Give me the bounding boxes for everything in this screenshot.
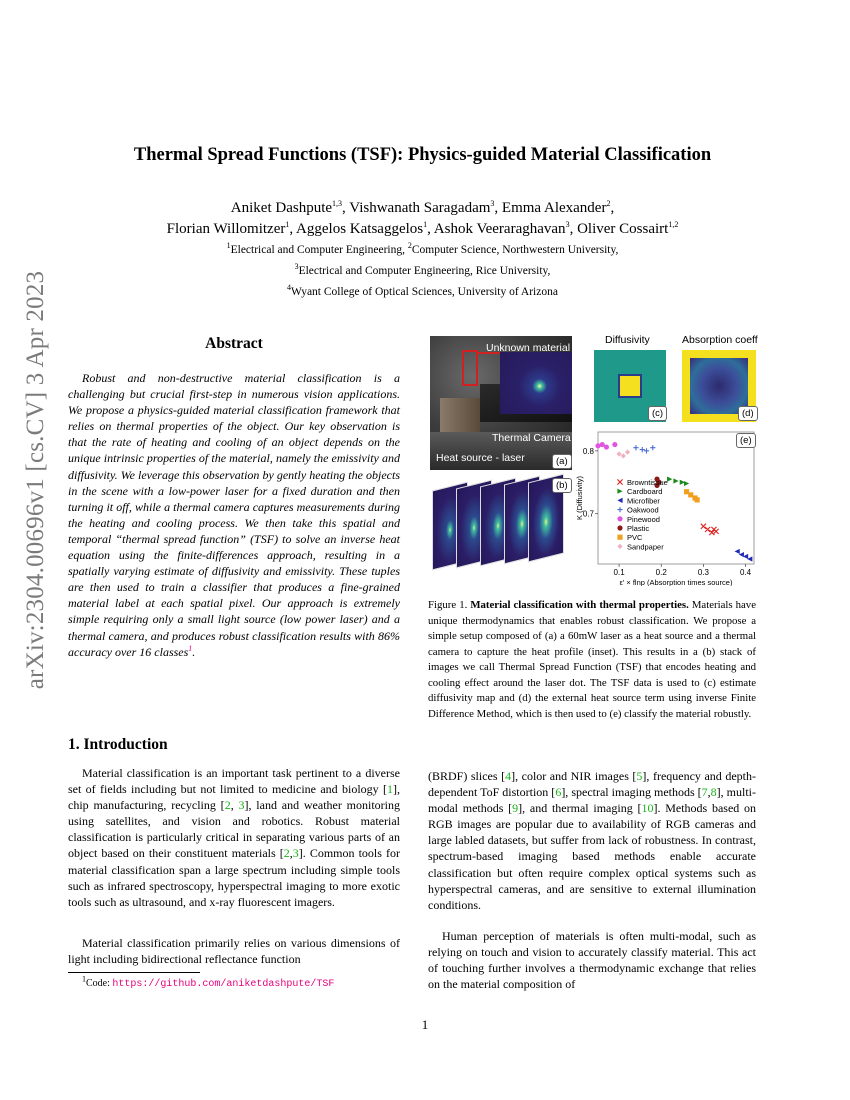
diffusivity-title: Diffusivity xyxy=(605,334,650,346)
paragraph-text: ], frequency and depth-dependent ToF distortion [ xyxy=(428,769,756,800)
panel-e-scatter-chart xyxy=(574,428,764,586)
abstract-end: . xyxy=(192,644,196,659)
intro-paragraph-1 xyxy=(68,765,400,910)
legend-label-pinewood: Pinewood xyxy=(627,514,660,524)
affiliation-line-1 xyxy=(60,240,785,261)
paragraph-text: (BRDF) slices [ xyxy=(428,769,506,783)
affiliation-text: Computer Science, Northwestern University, xyxy=(411,244,619,256)
arxiv-stamp-text: arXiv:2304.00696v1 [cs.CV] 3 Apr 2023 xyxy=(22,270,49,690)
citation-link[interactable]: 6 xyxy=(555,785,562,800)
paragraph-text: ], spectral imaging methods [ xyxy=(561,785,702,800)
abstract-text: Robust and non-destructive material classification is a challenging but crucial first-step in numerous vision applications. We propose a physics-guided material classification framework that relies on thermal properties of the object. Our key observation is that the rate of heating and cooling of an object depends on the unique intrinsic properties of the material, namely the emissivity and diffusivity. We leverage this observation by gently heating the objects in the scene with a low-power laser for a fixed duration and then turning it off, while a thermal camera captures measurements during the heating and cooling process. We then take this spatial and temporal “thermal spread function” (TSF) to solve an inverse heat equation using the finite-differences approach, resulting in a spatially varying estimate of diffusivity and emissivity. These tuples are then used to train a classifier that produces a fine-grained material label at each spatial pixel. Our approach is extremely simple requiring only a small light source (low power laser) and a thermal camera, and produces robust classification results with 86% accuracy over 16 classes xyxy=(68,371,400,659)
author-separator: , xyxy=(610,200,615,216)
x-axis-label: ε' × flnp (Absorption times source) xyxy=(619,578,733,586)
citation-link[interactable]: 1 xyxy=(387,782,393,797)
x-tick-label: 0.3 xyxy=(697,568,709,577)
author-separator: , xyxy=(289,221,297,237)
figure-1-caption xyxy=(428,598,756,722)
author-name: Oliver Cossairt xyxy=(577,221,669,237)
abstract-heading: Abstract xyxy=(205,335,263,352)
paragraph-text: ], chip manufacturing, recycling [ xyxy=(68,782,400,813)
data-point-pinewood xyxy=(612,442,617,447)
affiliation-mark: 3 xyxy=(294,262,299,272)
footnote-label: Code: xyxy=(86,978,113,989)
author-separator: , xyxy=(494,200,502,216)
footnote-rule xyxy=(68,972,200,973)
affiliation-mark: 2 xyxy=(407,241,412,251)
panel-d-absorption xyxy=(682,350,756,422)
y-tick-label: 0.7 xyxy=(582,509,594,519)
x-tick-label: 0.1 xyxy=(613,568,625,577)
author-affiliation-mark: 3 xyxy=(490,199,495,208)
footnote-link[interactable]: 1 xyxy=(188,643,193,653)
citation-link[interactable]: 2 xyxy=(283,846,290,861)
affiliation-text: Electrical and Computer Engineering, xyxy=(230,244,408,256)
y-tick-label: 0.8 xyxy=(582,446,594,456)
paper-title: Thermal Spread Functions (TSF): Physics-guided Material Classification xyxy=(133,145,712,165)
panel-a-photo xyxy=(430,336,572,470)
author-separator: , xyxy=(569,221,578,237)
author-name: Emma Alexander xyxy=(501,200,607,216)
paragraph-text: ], color and NIR images [ xyxy=(511,769,637,783)
legend-label-browntissue: Browntissue xyxy=(627,478,668,487)
legend-marker-pvc xyxy=(617,535,622,540)
citation-link[interactable]: 10 xyxy=(641,801,654,816)
affiliation-line-2 xyxy=(60,261,785,282)
paragraph-text: ], and thermal imaging [ xyxy=(518,801,642,816)
author-name: Ashok Veeraraghavan xyxy=(433,221,566,237)
affiliation-line-3 xyxy=(60,282,785,303)
author-name: Vishwanath Saragadam xyxy=(349,200,491,216)
legend-label-pvc: PVC xyxy=(627,533,643,543)
author-affiliation-mark: 1,3 xyxy=(332,199,343,208)
panel-c-tag: (c) xyxy=(648,406,667,421)
author-line-1 xyxy=(60,198,785,219)
data-point-pvc xyxy=(694,497,699,502)
author-affiliation-mark: 3 xyxy=(565,220,570,229)
right-paragraph-1 xyxy=(428,768,756,913)
affiliations xyxy=(60,240,785,303)
right-paragraph-2: Human perception of materials is often multi-modal, such as relying on touch and vision to accurately classify material. This act of touching further involves a thermodynamic exchange that relies on the material composition of xyxy=(428,929,756,992)
author-affiliation-mark: 2 xyxy=(606,199,611,208)
legend-marker-plastic xyxy=(617,525,622,530)
author-affiliation-mark: 1,2 xyxy=(668,220,679,229)
author-name: Aniket Dashpute xyxy=(230,200,333,216)
x-tick-label: 0.2 xyxy=(655,568,667,577)
paragraph-text: , xyxy=(289,846,293,861)
paragraph-text: , xyxy=(230,798,239,813)
intro-heading: 1. Introduction xyxy=(68,736,168,753)
panel-b-tag: (b) xyxy=(552,478,572,493)
absorption-title: Absorption coeff xyxy=(682,334,758,346)
data-point-pinewood xyxy=(604,444,609,449)
intro-paragraph-2: Material classification primarily relies on various dimensions of light including bidirectional reflectance function xyxy=(68,936,400,967)
paragraph-text: , xyxy=(707,785,711,800)
abstract-body xyxy=(68,370,400,660)
page-number: 1 xyxy=(421,1017,429,1032)
citation-link[interactable]: 4 xyxy=(505,769,512,783)
author-line-2 xyxy=(60,219,785,240)
legend-label-cardboard: Cardboard xyxy=(627,487,663,497)
panel-c-diffusivity xyxy=(594,350,666,422)
citation-link[interactable]: 3 xyxy=(292,846,299,861)
affiliation-mark: 1 xyxy=(226,241,231,251)
citation-link[interactable]: 3 xyxy=(238,798,245,813)
legend-label-sandpaper: Sandpaper xyxy=(627,542,664,552)
panel-a-tag: (a) xyxy=(552,454,572,469)
citation-link[interactable]: 7 xyxy=(701,785,708,800)
legend-label-plastic: Plastic xyxy=(627,524,650,533)
author-affiliation-mark: 1 xyxy=(423,220,428,229)
author-name: Florian Willomitzer xyxy=(166,221,286,237)
citation-link[interactable]: 2 xyxy=(224,798,231,813)
caption-label: Figure 1. xyxy=(428,599,471,611)
citation-link[interactable]: 9 xyxy=(512,801,519,816)
caption-text: Materials have unique thermodynamics that enables robust classification. We propose a simple setup composed of (a) a 60mW laser as a heat source and a thermal camera to capture the heat profile (inset). This results in a (b) stack of images we call Thermal Spread Function (TSF) that encodes heating and cooling effect around the laser dot. The TSF data is used to (c) estimate diffusivity map and (d) the external heat source term using inverse Finite Difference Method, which is then used to (e) classify the material robustly. xyxy=(428,599,756,720)
paragraph-text: ], multi-modal methods [ xyxy=(428,785,757,816)
panel-d-tag: (d) xyxy=(738,406,758,421)
citation-link[interactable]: 5 xyxy=(636,769,643,783)
paragraph-text: Material classification is an important task pertinent to a diverse set of fields including but not limited to medicine and biology [ xyxy=(68,766,400,797)
legend-label-microfiber: Microfiber xyxy=(627,496,660,506)
author-separator: , xyxy=(342,200,350,216)
author-name: Aggelos Katsaggelos xyxy=(296,221,424,237)
panel-b-tsf-stack xyxy=(432,476,574,572)
thermal-camera-label: Thermal Camera xyxy=(492,432,571,444)
footnote-mark: 1 xyxy=(82,974,86,984)
author-list xyxy=(60,198,785,240)
x-tick-label: 0.4 xyxy=(740,568,752,577)
paragraph-text: ], land and weather monitoring using satellites, and vision and robotics. Robust material classification is particularly critical in separating various parts of an object based on their constituent materials [ xyxy=(68,798,400,861)
author-separator: , xyxy=(427,221,434,237)
arxiv-stamp xyxy=(0,0,60,1100)
citation-link[interactable]: 8 xyxy=(710,785,717,800)
y-axis-label: K (Diffusivity) xyxy=(575,475,584,521)
footnote xyxy=(68,974,400,990)
heat-source-label: Heat source - laser xyxy=(436,452,525,464)
plot-area xyxy=(598,432,754,564)
unknown-material-label: Unknown material xyxy=(486,342,571,354)
legend-marker-pinewood xyxy=(617,516,622,521)
panel-e-tag: (e) xyxy=(736,433,756,448)
author-affiliation-mark: 1 xyxy=(285,220,290,229)
code-link[interactable]: https://github.com/aniketdashpute/TSF xyxy=(112,979,335,990)
affiliation-text: Wyant College of Optical Sciences, University of Arizona xyxy=(291,286,558,298)
legend-label-oakwood: Oakwood xyxy=(627,505,659,515)
caption-bold: Material classification with thermal properties. xyxy=(470,599,689,611)
paragraph-text: ]. Common tools for material classification span a large spectrum including simple tools such as infrared spectroscopy, hyperspectral imaging to more exotic tools such as ultrasound, and x-ray fluorescent imagers. xyxy=(68,846,400,909)
affiliation-text: Electrical and Computer Engineering, Rice University, xyxy=(298,265,551,277)
affiliation-mark: 4 xyxy=(287,283,292,293)
paragraph-text: ]. Methods based on RGB images are popular due to availability of RGB cameras and large labled datasets, but suffer from lack of robustness. In contrast, spectrum-based imaging based methods enable accurate classification but often require complex optical systems such as hyperspectral cameras, and are sensitive to external illumination conditions. xyxy=(428,801,757,912)
